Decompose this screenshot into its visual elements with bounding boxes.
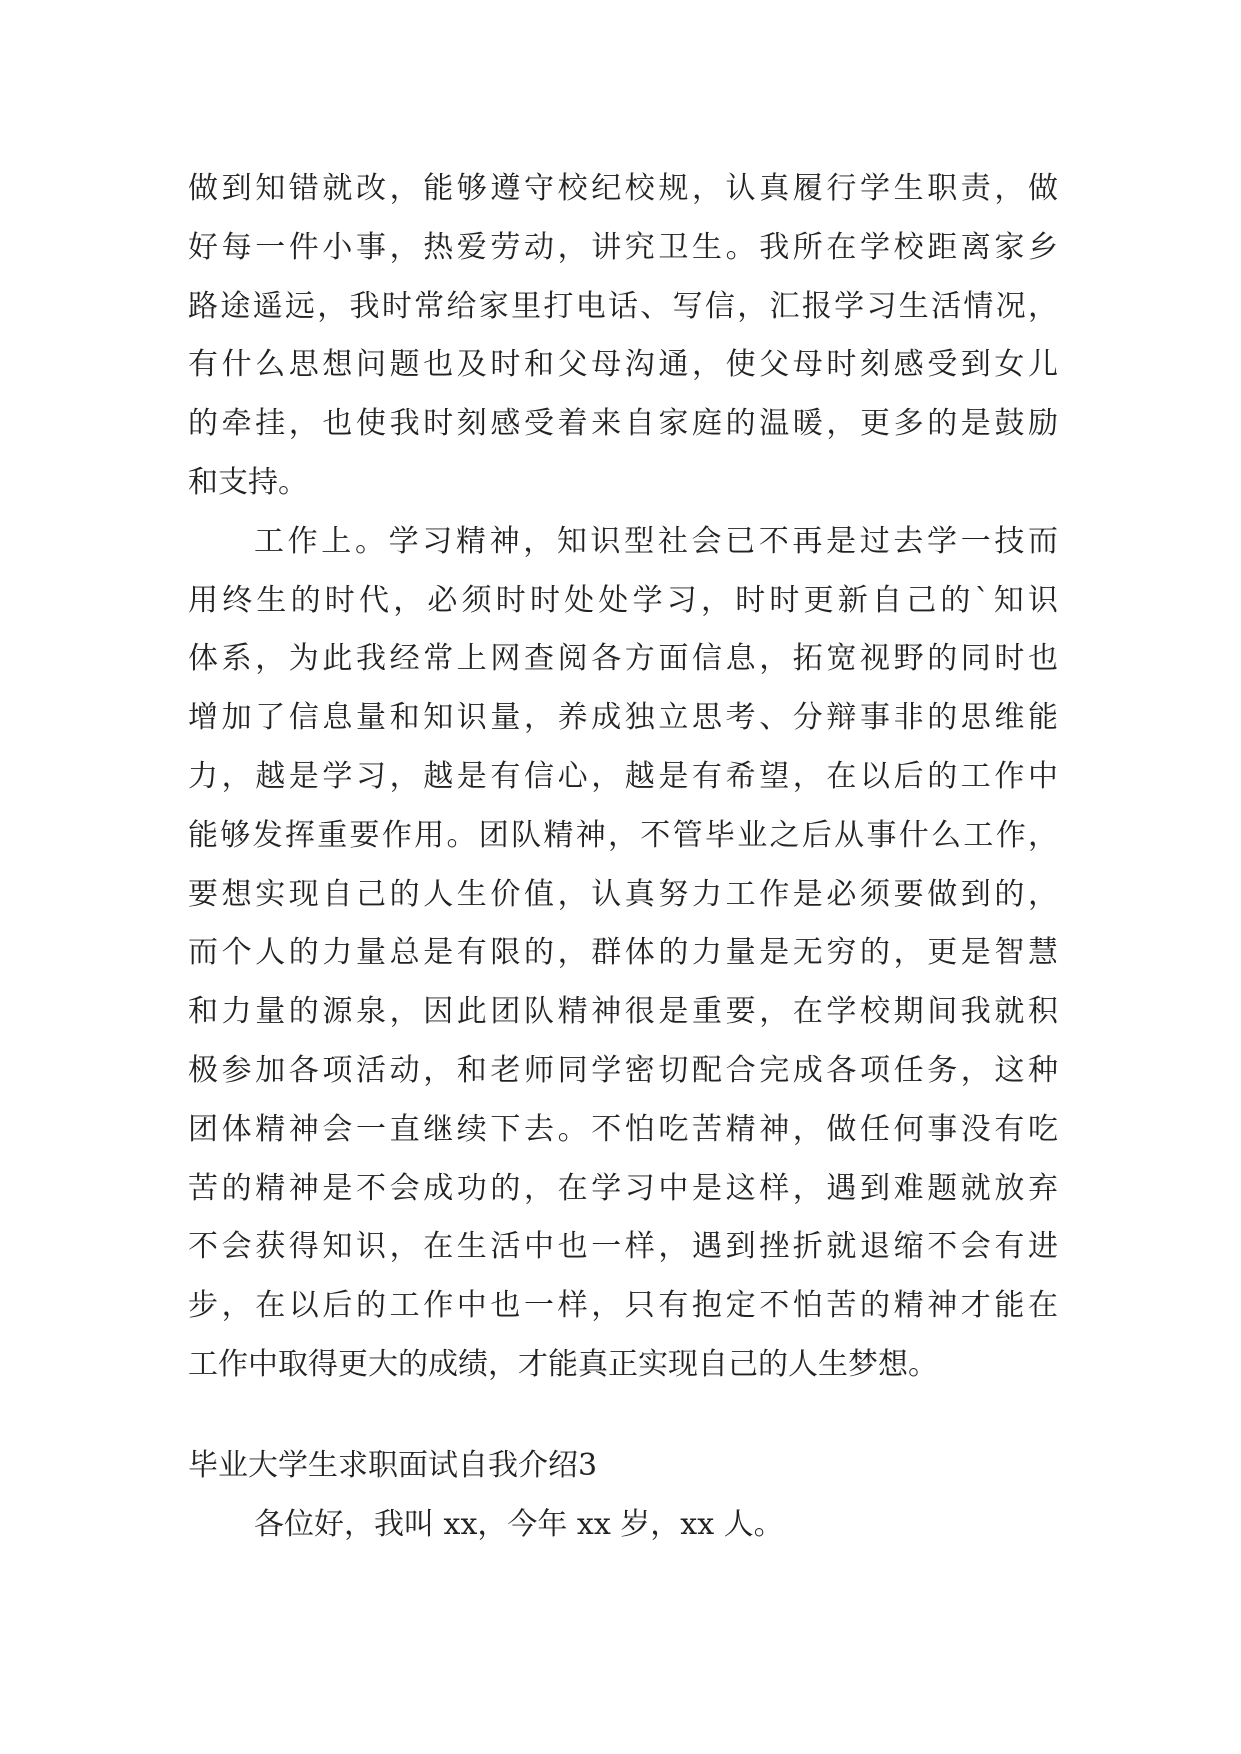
paragraph-family [188, 160, 1058, 513]
text-line: 要想实现自己的人生价值，认真努力工作是必须要做到的， [188, 876, 1058, 912]
paragraph-work [188, 513, 1058, 1395]
document-body [188, 160, 1058, 1554]
text-line: 和支持。 [188, 464, 308, 500]
text-line: 好每一件小事，热爱劳动，讲究卫生。我所在学校距离家乡 [188, 229, 1058, 265]
text-line: 工作中取得更大的成绩，才能真正实现自己的人生梦想。 [188, 1346, 938, 1382]
text-line: 增加了信息量和知识量，养成独立思考、分辩事非的思维能 [188, 700, 1058, 736]
text-line: 苦的精神是不会成功的，在学习中是这样，遇到难题就放弃 [188, 1170, 1058, 1206]
text-line: 能够发挥重要作用。团队精神，不管毕业之后从事什么工作， [188, 817, 1058, 853]
text-line: 和力量的源泉，因此团队精神很是重要，在学校期间我就积 [188, 994, 1058, 1030]
text-line: 团体精神会一直继续下去。不怕吃苦精神，做任何事没有吃 [188, 1111, 1058, 1147]
text-line: 体系，为此我经常上网查阅各方面信息，拓宽视野的同时也 [188, 641, 1058, 677]
intro-line: 各位好，我叫 xx，今年 xx 岁，xx 人。 [254, 1506, 784, 1542]
text-line: 有什么思想问题也及时和父母沟通，使父母时刻感受到女儿 [188, 347, 1058, 383]
text-line: 用终生的时代，必须时时处处学习，时时更新自己的`知识 [188, 582, 1058, 618]
text-line: 路途遥远，我时常给家里打电话、写信，汇报学习生活情况， [188, 288, 1058, 324]
text-line: 极参加各项活动，和老师同学密切配合完成各项任务，这种 [188, 1052, 1058, 1088]
text-line: 做到知错就改，能够遵守校纪校规，认真履行学生职责，做 [188, 171, 1058, 206]
section-gap [188, 1395, 1058, 1437]
text-line: 力，越是学习，越是有信心，越是有希望，在以后的工作中 [188, 758, 1058, 794]
section-heading: 毕业大学生求职面试自我介绍3 [188, 1447, 598, 1483]
text-line: 不会获得知识，在生活中也一样，遇到挫折就退缩不会有进 [188, 1229, 1058, 1265]
text-line: 而个人的力量总是有限的，群体的力量是无穷的，更是智慧 [188, 935, 1058, 971]
text-line: 步，在以后的工作中也一样，只有抱定不怕苦的精神才能在 [188, 1288, 1058, 1324]
text-line: 工作上。学习精神，知识型社会已不再是过去学一技而 [254, 523, 1058, 559]
text-line: 的牵挂，也使我时刻感受着来自家庭的温暖，更多的是鼓励 [188, 406, 1058, 442]
